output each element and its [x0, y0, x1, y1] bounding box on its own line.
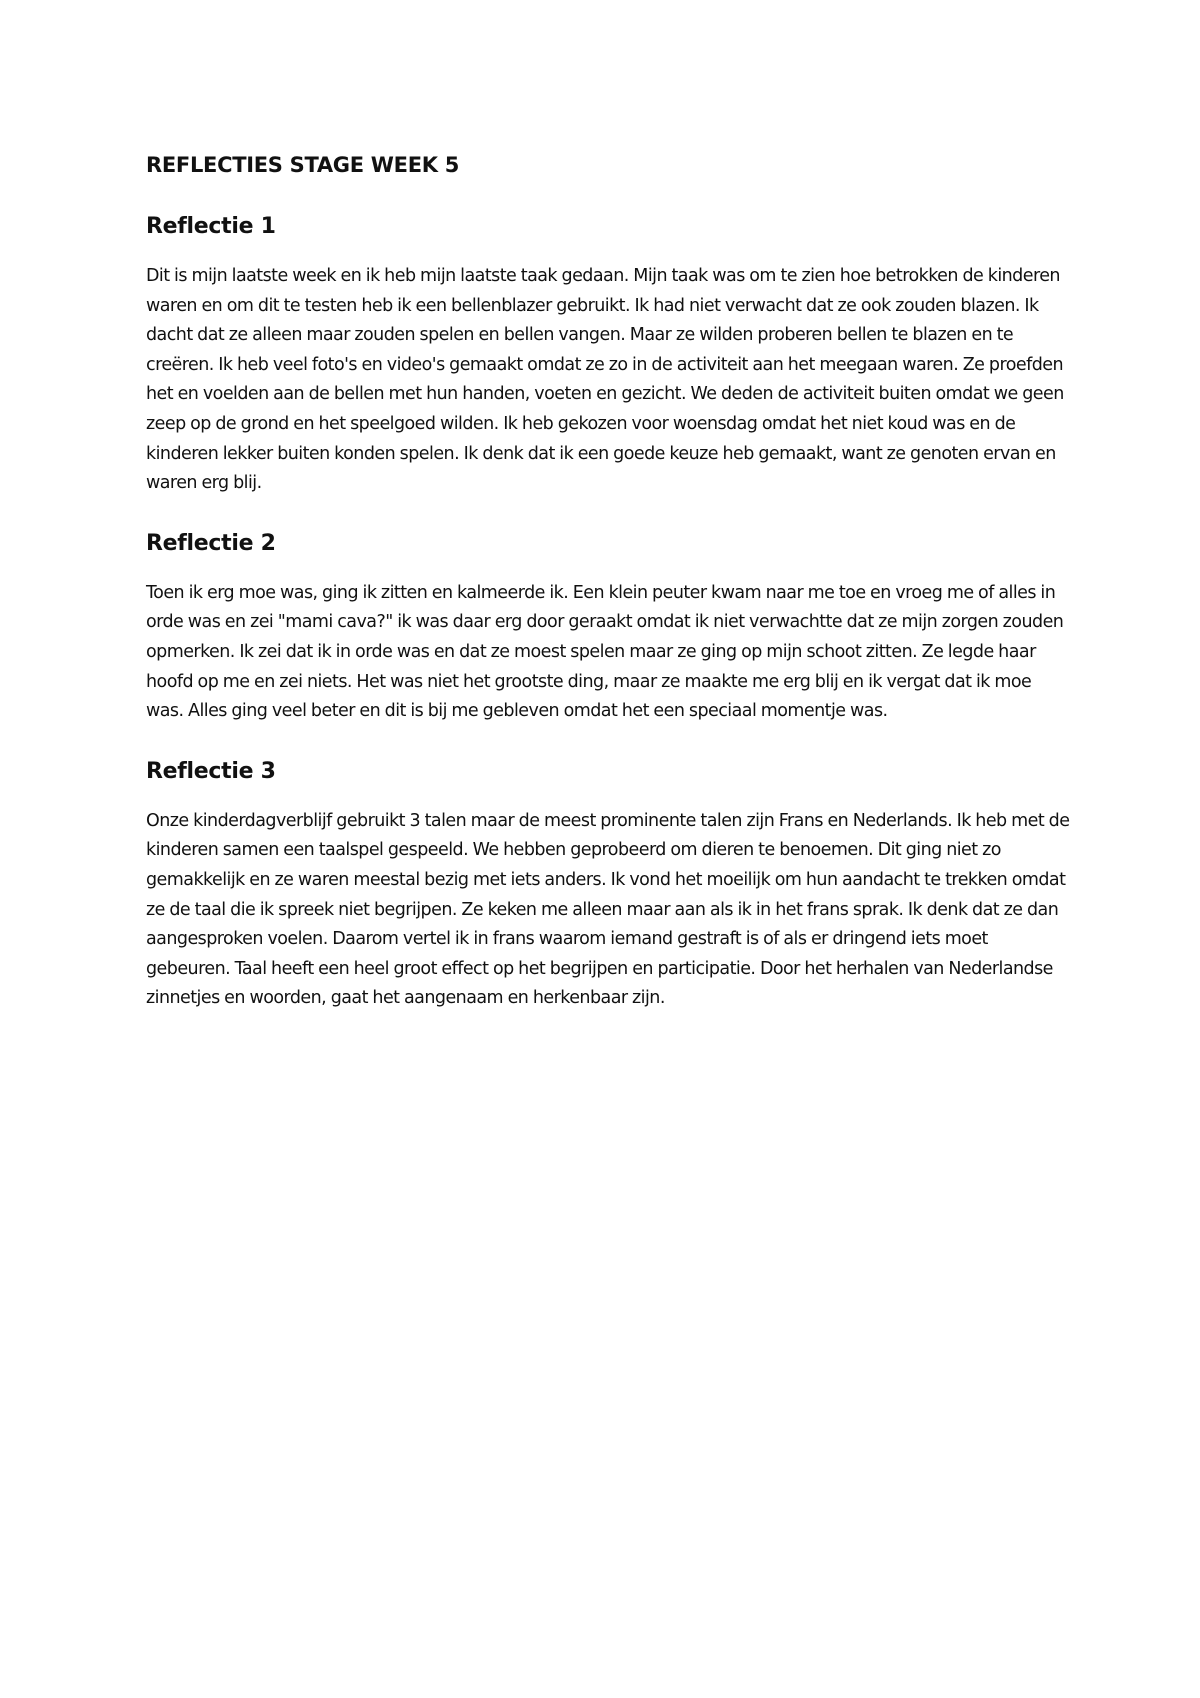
section-heading-reflectie-3: Reflectie 3	[146, 758, 276, 784]
section-body-reflectie-1: Dit is mijn laatste week en ik heb mijn laatste taak gedaan. Mijn taak was om te zien hoe betrokken de kinderen waren en om dit te testen heb ik een bellenblazer gebruikt. Ik had niet verwacht dat ze ook zouden blazen. Ik dacht dat ze alleen maar zouden spelen en bellen vangen. Maar ze wilden proberen bellen te blazen en te creëren. Ik heb veel foto's en video's gemaakt omdat ze zo in de activiteit aan het meegaan waren. Ze proefden het en voelden aan de bellen met hun handen, voeten en gezicht. We deden de activiteit buiten omdat we geen zeep op de grond en het speelgoed wilden. Ik heb gekozen voor woensdag omdat het niet koud was en de kinderen lekker buiten konden spelen. Ik denk dat ik een goede keuze heb gemaakt, want ze genoten ervan en waren erg blij.	[146, 266, 1064, 494]
section-heading-reflectie-2: Reflectie 2	[146, 530, 276, 556]
section-body-reflectie-2: Toen ik erg moe was, ging ik zitten en kalmeerde ik. Een klein peuter kwam naar me toe en vroeg me of alles in orde was en zei "mami cava?" ik was daar erg door geraakt omdat ik niet verwachtte dat ze mijn zorgen zouden opmerken. Ik zei dat ik in orde was en dat ze moest spelen maar ze ging op mijn schoot zitten. Ze legde haar hoofd op me en zei niets. Het was niet het grootste ding, maar ze maakte me erg blij en ik vergat dat ik moe was. Alles ging veel beter en dit is bij me gebleven omdat het een speciaal momentje was.	[146, 582, 1064, 722]
document-title: REFLECTIES STAGE WEEK 5	[146, 153, 460, 177]
document-content	[146, 150, 1071, 1044]
section-heading-reflectie-1: Reflectie 1	[146, 214, 276, 239]
section-body-reflectie-3: Onze kinderdagverblijf gebruikt 3 talen maar de meest prominente talen zijn Frans en Nederlands. Ik heb met de kinderen samen een taalspel gespeeld. We hebben geprobeerd om dieren te benoemen. Dit ging niet zo gemakkelijk en ze waren meestal bezig met iets anders. Ik vond het moeilijk om hun aandacht te trekken omdat ze de taal die ik spreek niet begrijpen. Ze keken me alleen maar aan als ik in het frans sprak. Ik denk dat ze dan aangesproken voelen. Daarom vertel ik in frans waarom iemand gestraft is of als er dringend iets moet gebeuren. Taal heeft een heel groot effect op het begrijpen en participatie. Door het herhalen van Nederlandse zinnetjes en woorden, gaat het aangenaam en herkenbaar zijn.	[146, 810, 1070, 1009]
